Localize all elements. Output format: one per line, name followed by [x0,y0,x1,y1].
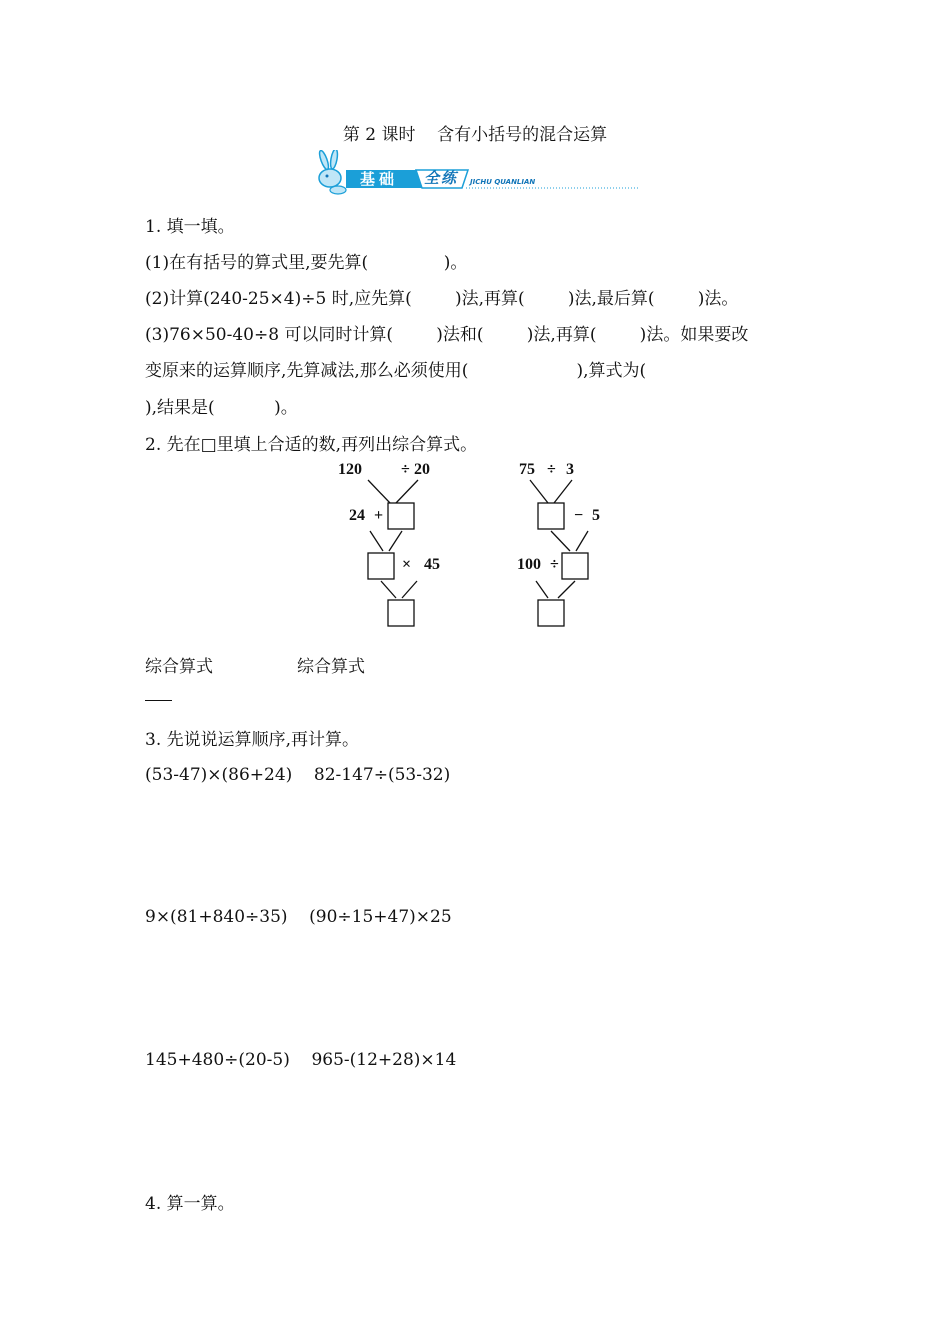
tree2-op3: ÷ [550,556,559,573]
section-banner [308,150,640,198]
banner-label-1: 基础 [360,170,399,188]
tree1-num-a: 120 [338,461,362,478]
answer-box-2c [538,600,564,626]
tree2-op2: − [574,507,584,524]
answer-line [145,700,172,701]
q1-heading: 1. 填一填。 [145,217,235,237]
operation-tree-diagram [330,455,630,635]
q3-row2: 9×(81+840÷35) (90÷15+47)×25 [145,907,452,927]
q2-heading: 2. 先在□里填上合适的数,再列出综合算式。 [145,435,478,455]
tree2-num-c: 5 [592,507,600,524]
banner-label-2: 全练 [424,169,459,187]
tree2-op1: ÷ [547,461,556,478]
q1-part3-line1: (3)76×50-40÷8 可以同时计算( )法和( )法,再算( )法。如果要改 [145,325,749,345]
answer-box-1a [388,503,414,529]
answer-box-1c [388,600,414,626]
q1-part3-line2: 变原来的运算顺序,先算减法,那么必须使用( ),算式为( [145,361,647,381]
tree1-num-b: 20 [414,461,430,478]
tree1-op3: × [402,556,412,573]
q1-part1: (1)在有括号的算式里,要先算( )。 [145,253,468,273]
formula-label-2: 综合算式 [297,657,365,677]
answer-box-2b [562,553,588,579]
q3-heading: 3. 先说说运算顺序,再计算。 [145,730,360,750]
operation-trees [330,455,630,640]
formula-label-1: 综合算式 [145,657,213,677]
page-title: 第 2 课时 含有小括号的混合运算 [342,125,608,145]
tree1-num-d: 45 [424,556,440,573]
q3-row1: (53-47)×(86+24) 82-147÷(53-32) [145,765,451,785]
rabbit-icon [308,150,640,198]
tree2-num-a: 75 [519,461,535,478]
tree1-op1: ÷ [401,461,410,478]
q1-part2: (2)计算(240-25×4)÷5 时,应先算( )法,再算( )法,最后算( )法。 [145,289,739,309]
tree1-op2: + [374,507,384,524]
tree2-num-d: 100 [517,556,541,573]
banner-pinyin: JICHU QUANLIAN [470,178,536,186]
q3-row3: 145+480÷(20-5) 965-(12+28)×14 [145,1050,457,1070]
tree2-num-b: 3 [566,461,574,478]
q4-heading: 4. 算一算。 [145,1194,235,1214]
q1-part3-line3: ),结果是( )。 [145,398,298,418]
answer-box-1b [368,553,394,579]
answer-box-2a [538,503,564,529]
tree1-num-c: 24 [349,507,365,524]
